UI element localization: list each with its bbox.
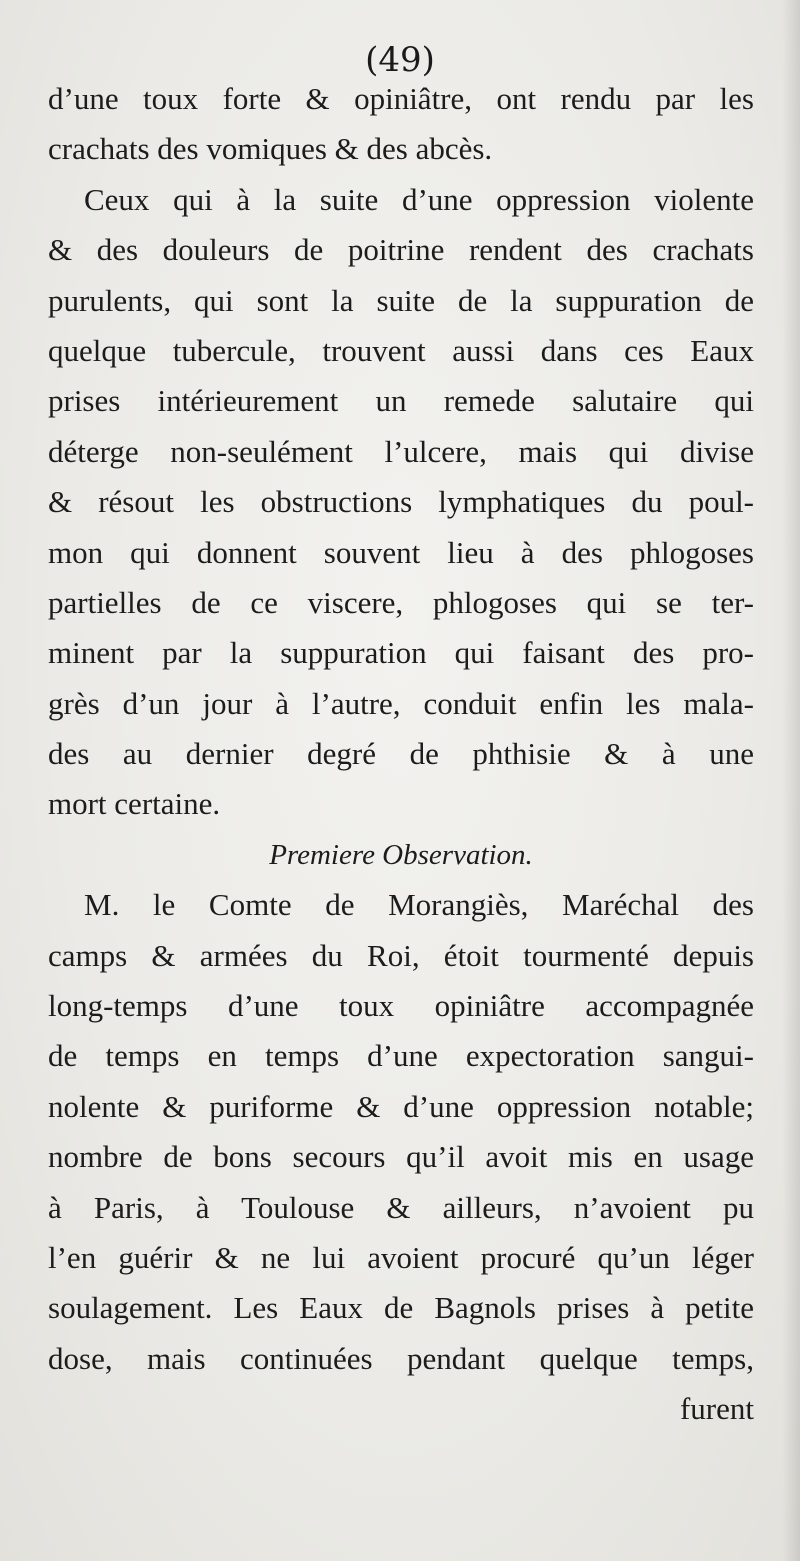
- text-line: à Paris, à Toulouse & ailleurs, n’avoient pu: [48, 1189, 754, 1225]
- section-heading: Premiere Observation.: [269, 838, 533, 871]
- page-number: (49): [365, 40, 435, 80]
- text-line: purulents, qui sont la suite de la suppuration de: [48, 282, 754, 318]
- text-line: M. le Comte de Morangiès, Maréchal des: [84, 887, 754, 923]
- text-line: des au dernier degré de phthisie & à une: [48, 736, 754, 772]
- text-line: l’en guérir & ne lui avoient procuré qu’un léger: [48, 1239, 754, 1275]
- text-line: & des douleurs de poitrine rendent des crachats: [48, 232, 754, 268]
- body-text: [48, 74, 754, 1435]
- text-line: mort certaine.: [48, 786, 221, 822]
- text-line: Ceux qui à la suite d’une oppression violente: [84, 181, 754, 217]
- text-line: crachats des vomiques & des abcès.: [48, 131, 493, 167]
- text-line: long-temps d’une toux opiniâtre accompagnée: [48, 988, 754, 1024]
- text-line: quelque tubercule, trouvent aussi dans ces Eaux: [48, 332, 754, 368]
- text-line: camps & armées du Roi, étoit tourmenté depuis: [48, 937, 754, 973]
- text-line: soulagement. Les Eaux de Bagnols prises à petite: [48, 1290, 754, 1326]
- text-line: de temps en temps d’une expectoration sangui-: [48, 1038, 754, 1074]
- catchword: furent: [679, 1391, 754, 1427]
- text-line: mon qui donnent souvent lieu à des phlogoses: [48, 534, 754, 570]
- text-line: minent par la suppuration qui faisant des pro-: [48, 635, 754, 671]
- text-line: d’une toux forte & opiniâtre, ont rendu par les: [48, 81, 754, 116]
- text-line: nombre de bons secours qu’il avoit mis en usage: [48, 1139, 754, 1175]
- text-line: prises intérieurement un remede salutaire qui: [48, 383, 754, 419]
- text-line: partielles de ce viscere, phlogoses qui se ter-: [48, 584, 754, 620]
- text-line: dose, mais continuées pendant quelque temps,: [48, 1340, 754, 1376]
- text-line: & résout les obstructions lymphatiques du poul-: [48, 484, 754, 520]
- text-line: grès d’un jour à l’autre, conduit enfin les mala-: [48, 685, 754, 721]
- text-line: nolente & puriforme & d’une oppression notable;: [48, 1088, 754, 1124]
- text-line: déterge non-seulément l’ulcere, mais qui divise: [48, 433, 754, 469]
